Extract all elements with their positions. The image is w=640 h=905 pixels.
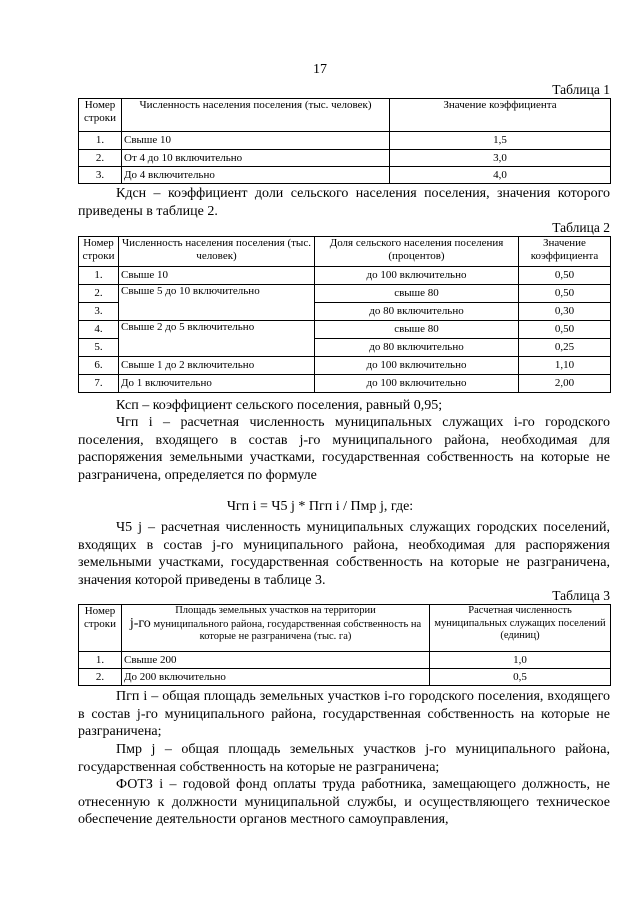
table2-header-num: Номер строки — [79, 237, 119, 267]
table-row-num: 1. — [79, 652, 122, 669]
table3-header-area-rest: муниципального района, государственная собственность на которые не разграничена (тыс. га) — [150, 618, 422, 642]
ch5-paragraph: Ч5 j – расчетная численность муниципальных служащих городских поселений, входящих в состав j-го муниципального района, необходимая для распоряжения земельными участками, государственная собственность на которые не разграничена, значения которой приведены в таблице 3. — [78, 520, 610, 588]
table-row-num: 2. — [79, 150, 122, 167]
table-row-num: 2. — [79, 285, 119, 303]
formula: Чгп i = Ч5 j * Пгп i / Пмр j, где: — [226, 499, 414, 514]
table2-header-share: Доля сельского населения поселения (процентов) — [315, 237, 519, 267]
table-row-value: 0,30 — [519, 303, 611, 321]
table-row-population: До 4 включительно — [122, 167, 390, 184]
table3-header-area-line1: Площадь земельных участков на территории — [175, 605, 376, 616]
table2-header-value: Значение коэффициента — [519, 237, 611, 267]
table-row-population: До 1 включительно — [119, 375, 315, 393]
table3-header-area — [122, 605, 430, 652]
fotz-paragraph: ФОТЗ i – годовой фонд оплаты труда работника, замещающего должность, не отнесенную к должности муниципальной службы, и осуществляющего техническое обеспечение деятельности органов местного самоуправления, — [78, 777, 610, 827]
table3-header-area-jgo: j-го — [129, 615, 151, 631]
table2-caption: Таблица 2 — [552, 220, 610, 235]
table-row-area: Свыше 200 — [122, 652, 430, 669]
table-row-num: 3. — [79, 303, 119, 321]
page-number: 17 — [313, 62, 327, 77]
table-row-value: 0,50 — [519, 285, 611, 303]
table-row-num: 1. — [79, 267, 119, 285]
table-row-population: Свыше 10 — [122, 132, 390, 150]
chgp-paragraph: Чгп i – расчетная численность муниципальных служащих i-го городского поселения, входящего в состав j-го муниципального района, необходимая для распоряжения земельными участками, государственная собственность на которые не разграничена, определяется по формуле — [78, 415, 610, 483]
table3-caption: Таблица 3 — [552, 588, 610, 603]
pgp-paragraph: Пгп i – общая площадь земельных участков i-го городского поселения, входящего в состав j-го муниципального района, государственная собственность на которые не разграничена; — [78, 689, 610, 739]
table-row-num: 3. — [79, 167, 122, 184]
table-row-num: 6. — [79, 357, 119, 375]
kdsn-paragraph: Кдсн – коэффициент доли сельского населения поселения, значения которого приведены в таблице 2. — [78, 186, 610, 219]
table-row-population: Свыше 5 до 10 включительно — [119, 285, 315, 321]
table2 — [78, 236, 611, 393]
table-row-share: до 100 включительно — [315, 375, 519, 393]
table-row-population: От 4 до 10 включительно — [122, 150, 390, 167]
table-row-value: 0,25 — [519, 339, 611, 357]
table3-header-num: Номер строки — [79, 605, 122, 652]
table-row-population: Свыше 2 до 5 включительно — [119, 321, 315, 357]
table1-header-num: Номер строки — [79, 99, 122, 132]
table-row-value: 0,50 — [519, 267, 611, 285]
table-row-num: 2. — [79, 669, 122, 686]
table-row-value: 0,5 — [430, 669, 611, 686]
table-row-num: 7. — [79, 375, 119, 393]
ksp-paragraph: Ксп – коэффициент сельского поселения, равный 0,95; — [116, 398, 443, 413]
table1-header-value: Значение коэффициента — [390, 99, 611, 132]
table-row-share: свыше 80 — [315, 321, 519, 339]
table-row-area: До 200 включительно — [122, 669, 430, 686]
pmr-paragraph: Пмр j – общая площадь земельных участков j-го муниципального района, государственная собственность на которые не разграничена; — [78, 742, 610, 775]
table-row-share: до 80 включительно — [315, 339, 519, 357]
table-row-num: 5. — [79, 339, 119, 357]
table-row-value: 1,0 — [430, 652, 611, 669]
table-row-share: до 100 включительно — [315, 357, 519, 375]
table-row-value: 1,5 — [390, 132, 611, 150]
table-row-share: до 100 включительно — [315, 267, 519, 285]
table1-header-population: Численность населения поселения (тыс. человек) — [122, 99, 390, 132]
table-row-population: Свыше 10 — [119, 267, 315, 285]
table-row-population: Свыше 1 до 2 включительно — [119, 357, 315, 375]
table2-header-population: Численность населения поселения (тыс. человек) — [119, 237, 315, 267]
table-row-share: свыше 80 — [315, 285, 519, 303]
table-row-value: 2,00 — [519, 375, 611, 393]
table-row-value: 3,0 — [390, 150, 611, 167]
table1 — [78, 98, 611, 184]
table-row-num: 1. — [79, 132, 122, 150]
table3 — [78, 604, 611, 686]
table3-header-count: Расчетная численность муниципальных служащих поселений (единиц) — [430, 605, 611, 652]
table-row-value: 1,10 — [519, 357, 611, 375]
table-row-num: 4. — [79, 321, 119, 339]
table-row-share: до 80 включительно — [315, 303, 519, 321]
table-row-value: 4,0 — [390, 167, 611, 184]
table-row-value: 0,50 — [519, 321, 611, 339]
table1-caption: Таблица 1 — [552, 82, 610, 97]
